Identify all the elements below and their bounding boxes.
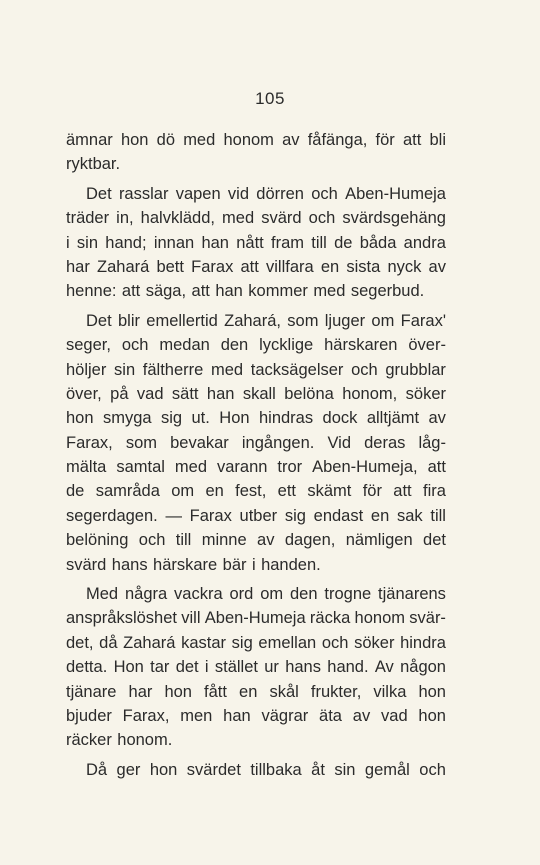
text-line: Då ger hon svärdet tillbaka åt sin gemål och	[86, 760, 446, 779]
body-text	[66, 128, 446, 782]
text-line: träder in, halvklädd, med svärd och svärdsgehäng	[66, 209, 446, 228]
text-line: de samråda om en fest, ett skämt för att fira	[66, 482, 446, 501]
paragraph	[66, 128, 446, 177]
text-line: svärd hans härskare bär i handen.	[66, 555, 321, 574]
text-line: Det rasslar vapen vid dörren och Aben-Humeja	[86, 184, 446, 203]
page-number: 105	[255, 89, 285, 108]
text-line: i sin hand; innan han nått fram till de båda andra	[66, 233, 446, 252]
text-line: höljer sin fältherre med tacksägelser och grubblar	[66, 360, 446, 379]
text-line: har Zahará bett Farax att villfara en sista nyck av	[66, 257, 446, 276]
text-line: ryktbar.	[66, 155, 121, 174]
paragraph	[66, 182, 446, 304]
text-line: över, på vad sätt han skall belöna honom, söker	[66, 384, 446, 403]
text-line: detta. Hon tar det i stället ur hans hand. Av någon	[66, 658, 446, 677]
text-line: räcker honom.	[66, 731, 173, 750]
text-line: seger, och medan den lycklige härskaren över-	[66, 336, 446, 355]
text-line: mälta samtal med varann tror Aben-Humeja, att	[66, 458, 446, 477]
text-line: belöning och till minne av dagen, nämligen det	[66, 531, 446, 550]
text-line: henne: att säga, att han kommer med segerbud.	[66, 282, 425, 301]
text-line: bjuder Farax, men han vägrar äta av vad hon	[66, 706, 446, 725]
text-line: ämnar hon dö med honom av fåfänga, för att bli	[66, 131, 446, 149]
text-line: det, då Zahará kastar sig emellan och söker hindra	[66, 633, 446, 652]
paragraph	[66, 309, 446, 577]
text-line: Med några vackra ord om den trogne tjänarens	[86, 585, 446, 604]
paragraph	[66, 758, 446, 782]
text-line: tjänare har hon fått en skål frukter, vilka hon	[66, 682, 446, 701]
text-line: Farax, som bevakar ingången. Vid deras låg-	[66, 433, 446, 452]
text-line: hon smyga sig ut. Hon hindras dock alltjämt av	[66, 409, 446, 428]
text-line: Det blir emellertid Zahará, som ljuger om Farax'	[86, 311, 446, 330]
text-line: anspråkslöshet vill Aben-Humeja räcka honom svär-	[66, 609, 446, 628]
paragraph	[66, 582, 446, 753]
text-line: segerdagen. — Farax utber sig endast en sak till	[66, 506, 446, 525]
